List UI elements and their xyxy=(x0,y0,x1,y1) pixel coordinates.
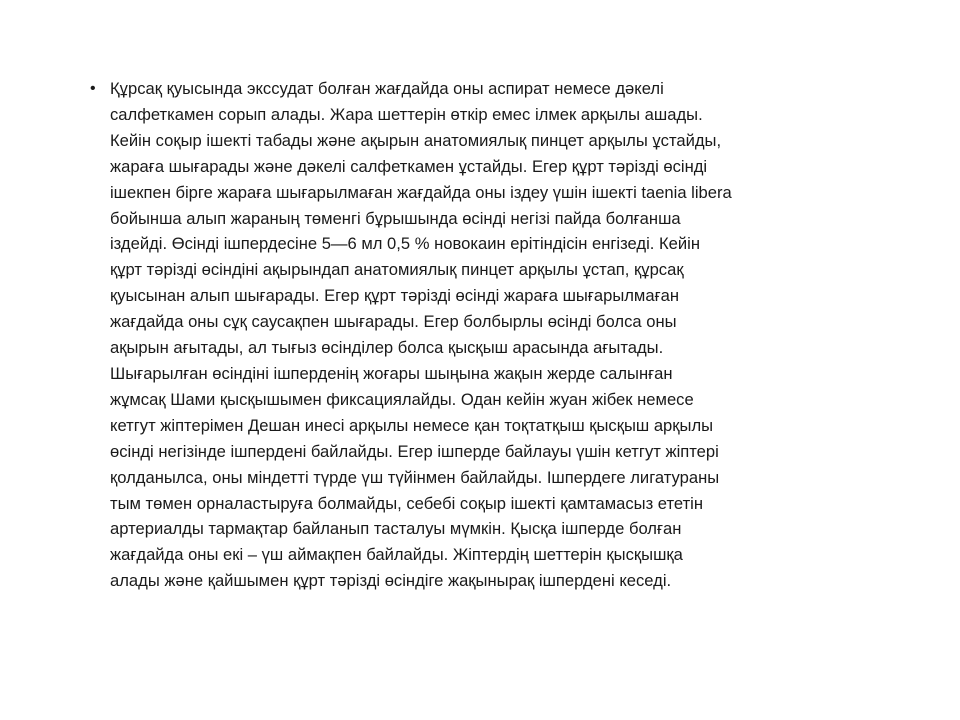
text-line: жараға шығарады және дәкелі салфеткамен ұстайды. Егер құрт тәрізді өсінді xyxy=(110,156,708,176)
bullet-icon: • xyxy=(90,80,96,97)
text-line: өсінді негізінде ішпердені байлайды. Егер ішперде байлауы үшін кетгут жіптері xyxy=(110,441,719,461)
paragraph-text xyxy=(110,76,896,594)
bullet-item xyxy=(90,76,896,594)
text-line: ішекпен бірге жараға шығарылмаған жағдайда оны іздеу үшін ішекті taenia libera xyxy=(110,182,732,202)
text-line: тым төмен орналастыруға болмайды, себебі соқыр ішекті қамтамасыз ететін xyxy=(110,493,704,513)
text-line: ақырын ағытады, ал тығыз өсінділер болса қысқыш арасында ағытады. xyxy=(110,338,664,358)
text-line: құрт тәрізді өсіндіні ақырындап анатомиялық пинцет арқылы ұстап, құрсақ xyxy=(110,260,684,280)
text-line: жағдайда оны екі – үш аймақпен байлайды. Жіптердің шеттерін қысқышқа xyxy=(110,545,683,565)
text-line: қуысынан алып шығарады. Егер құрт тәрізді өсінді жараға шығарылмаған xyxy=(110,286,680,306)
text-line: іздейді. Өсінді ішпердесіне 5—6 мл 0,5 % новокаин ерітіндісін енгізеді. Кейін xyxy=(110,234,700,254)
text-line: қолданылса, оны міндетті түрде үш түйінмен байлайды. Ішпердеге лигатураны xyxy=(110,467,720,487)
text-line: кетгут жіптерімен Дешан инесі арқылы немесе қан тоқтатқыш қысқыш арқылы xyxy=(110,415,714,435)
content-area xyxy=(90,76,896,594)
text-line: салфеткамен сорып алады. Жара шеттерін өткір емес ілмек арқылы ашады. xyxy=(110,104,703,124)
text-line: алады және қайшымен құрт тәрізді өсіндіге жақынырақ ішпердені кеседі. xyxy=(110,571,672,591)
text-line: жұмсақ Шами қысқышымен фиксациялайды. Одан кейін жуан жібек немесе xyxy=(110,389,694,409)
text-line: артериалды тармақтар байланып тасталуы мүмкін. Қысқа ішперде болған xyxy=(110,519,682,539)
text-line: Құрсақ қуысында экссудат болған жағдайда оны аспират немесе дәкелі xyxy=(110,79,664,98)
text-line: бойынша алып жараның төменгі бұрышында өсінді негізі пайда болғанша xyxy=(110,208,681,228)
text-line: жағдайда оны сұқ саусақпен шығарады. Егер болбырлы өсінді болса оны xyxy=(110,312,677,332)
text-line: Кейін соқыр ішекті табады және ақырын анатомиялық пинцет арқылы ұстайды, xyxy=(110,130,722,150)
text-line: Шығарылған өсіндіні ішперденің жоғары шыңына жақын жерде салынған xyxy=(110,363,673,383)
